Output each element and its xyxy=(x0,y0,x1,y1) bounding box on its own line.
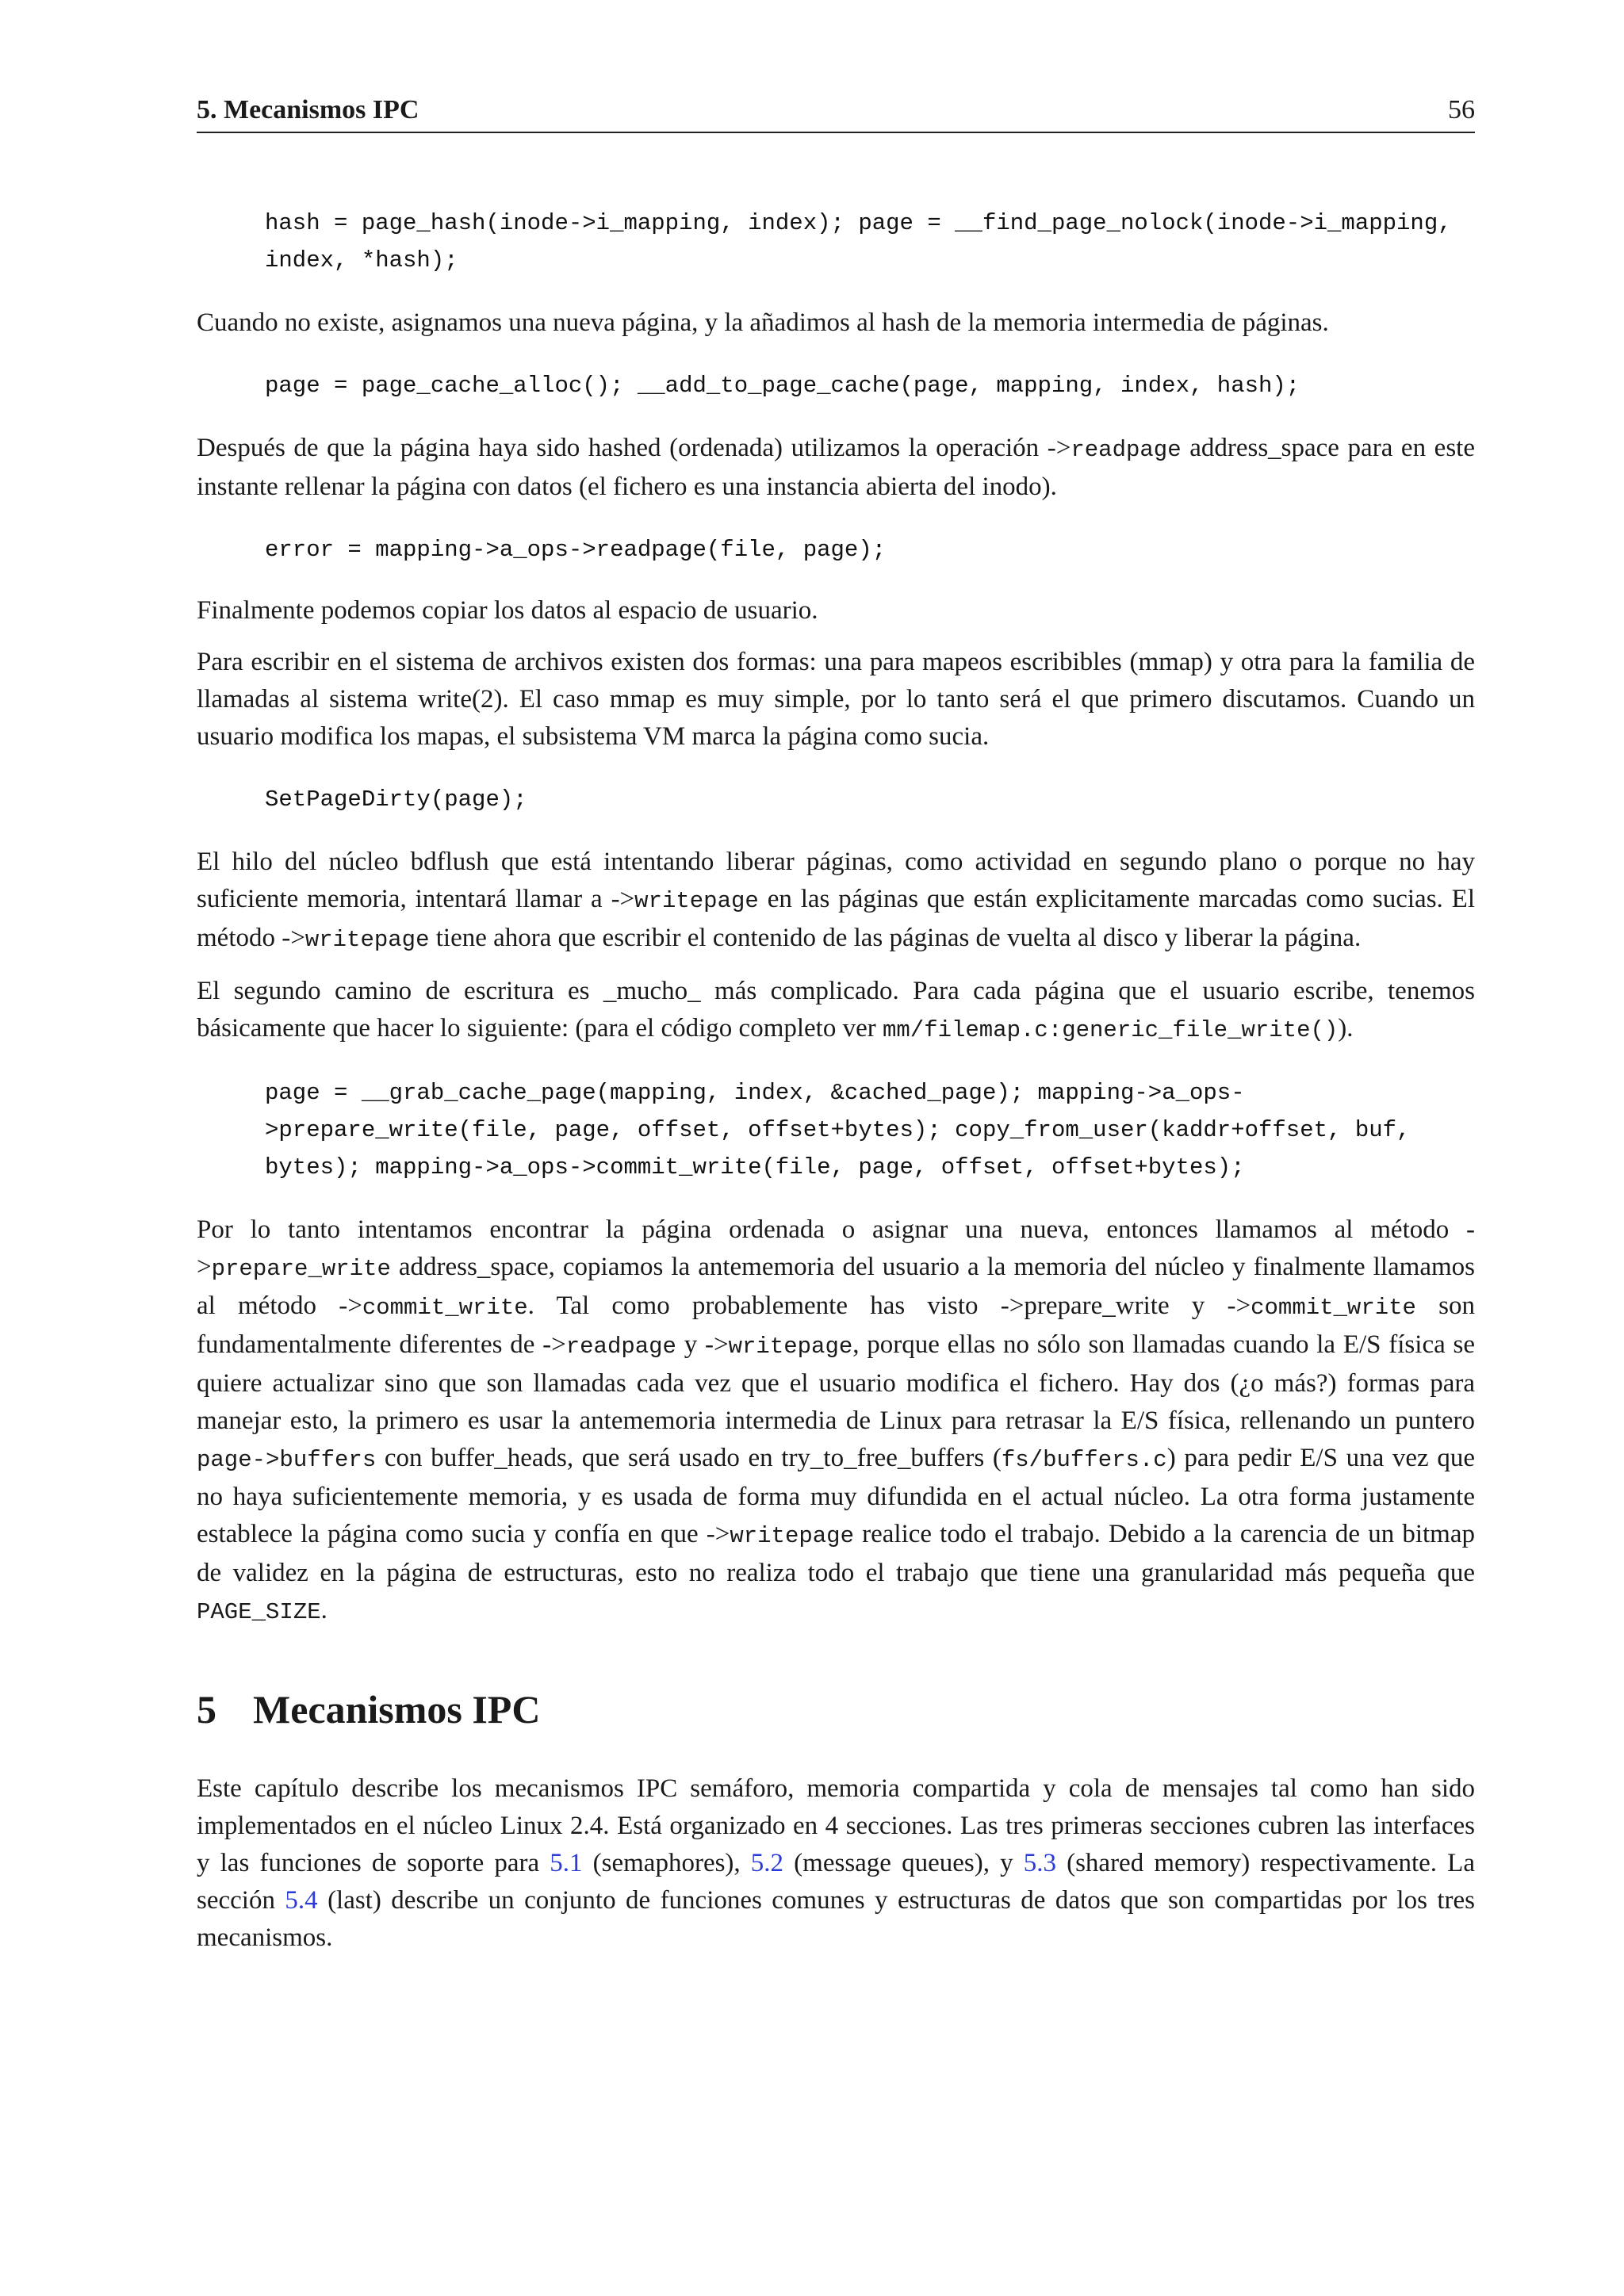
header-section-title: 5. Mecanismos IPC xyxy=(197,95,419,124)
code-block-set-dirty: SetPageDirty(page); xyxy=(265,786,527,813)
paragraph-ipc-intro: Este capítulo describe los mecanismos IPC semáforo, memoria compartida y cola de mensajes tal como han sido implementados en el núcleo Linux 2.4. Está organizado en 4 secciones. Las tres primeras secciones cubren las interfaces y las funciones de soporte para 5.1 (semaphores), 5.2 (message queues), y 5.3 (shared memory) respectivamente. La sección 5.4 (last) describe un conjunto de funciones comunes y estructuras de datos que son compartidas por los tres mecanismos. xyxy=(197,1774,1476,1952)
paragraph-write-forms: Para escribir en el sistema de archivos existen dos formas: una para mapeos escribibles (mmap) y otra para la familia de llamadas al sistema write(2). El caso mmap es muy simple, por lo tanto será el que primero discutamos. Cuando un usuario modifica los mapas, el subsistema VM marca la página como sucia. xyxy=(197,648,1475,751)
code-block-find-page: hash = page_hash(inode->i_mapping, index); page = __find_page_nolock(inode->i_mapping, index, *hash); xyxy=(265,210,1452,274)
paragraph-bdflush: El hilo del núcleo bdflush que está intentando liberar páginas, como actividad en segundo plano o porque no hay suficiente memoria, intentará llamar a ->writepage en las páginas que están explicitamente marcadas como sucias. El método ->writepage tiene ahora que escribir el contenido de las páginas de vuelta al disco y liberar la página. xyxy=(197,848,1475,953)
paragraph-allocate-page: Cuando no existe, asignamos una nueva página, y la añadimos al hash de la memoria intermedia de páginas. xyxy=(197,308,1329,337)
ref-link-5-3[interactable]: 5.3 xyxy=(1023,1849,1056,1877)
ref-link-5-4[interactable]: 5.4 xyxy=(285,1886,318,1915)
paragraph-readpage: Después de que la página haya sido hashed (ordenada) utilizamos la operación ->readpage address_space para en este instante rellenar la página con datos (el fichero es una instancia abierta del inodo). xyxy=(197,434,1475,501)
section-number: 5 xyxy=(197,1687,216,1732)
paragraph-prepare-commit: Por lo tanto intentamos encontrar la página ordenada o asignar una nueva, entonces llamamos al método ->prepare_write address_space, copiamos la antememoria del usuario a la memoria del núcleo y finalmente llamamos al método ->commit_write. Tal como probablemente has visto ->prepare_write y ->commit_write son fundamentalmente diferentes de ->readpage y ->writepage, porque ellas no sólo son llamadas cuando la E/S física se quiere actualizar sino que son llamadas cada vez que el usuario modifica el fichero. Hay dos (¿o más?) formas para manejar esto, la primero es usar la antememoria intermedia de Linux para retrasar la E/S física, rellenando un puntero page->buffers con buffer_heads, que será usado en try_to_free_buffers (fs/buffers.c) para pedir E/S una vez que no haya suficientemente memoria, y es usada de forma muy difundida en el actual núcleo. La otra forma justamente establece la página como sucia y confía en que ->writepage realice todo el trabajo. Debido a la carencia de un bitmap de validez en la página de estructuras, esto no realiza todo el trabajo que tiene una granularidad más pequeña que PAGE_SIZE. xyxy=(197,1215,1475,1625)
page-number: 56 xyxy=(1448,95,1475,124)
document-page xyxy=(197,95,1475,1957)
ref-link-5-2[interactable]: 5.2 xyxy=(750,1849,784,1877)
running-header xyxy=(197,95,1475,133)
section-heading xyxy=(197,1686,1475,1732)
ref-link-5-1[interactable]: 5.1 xyxy=(550,1849,583,1877)
code-block-readpage: error = mapping->a_ops->readpage(file, page); xyxy=(265,537,887,563)
paragraph-second-path: El segundo camino de escritura es _mucho_ más complicado. Para cada página que el usuario escribe, tenemos básicamente que hacer lo siguiente: (para el código completo ver mm/filemap.c:generic_file_write()). xyxy=(197,977,1475,1043)
paragraph-copy-to-user: Finalmente podemos copiar los datos al espacio de usuario. xyxy=(197,596,818,625)
code-block-generic-write: page = __grab_cache_page(mapping, index, &cached_page); mapping->a_ops->prepare_write(file, page, offset, offset+bytes); copy_from_user(kaddr+offset, buf, bytes); mapping->a_ops->commit_write(file, page, offset, offset+bytes); xyxy=(265,1080,1411,1181)
code-block-add-to-cache: page = page_cache_alloc(); __add_to_page_cache(page, mapping, index, hash); xyxy=(265,373,1300,399)
section-title: Mecanismos IPC xyxy=(253,1687,541,1732)
